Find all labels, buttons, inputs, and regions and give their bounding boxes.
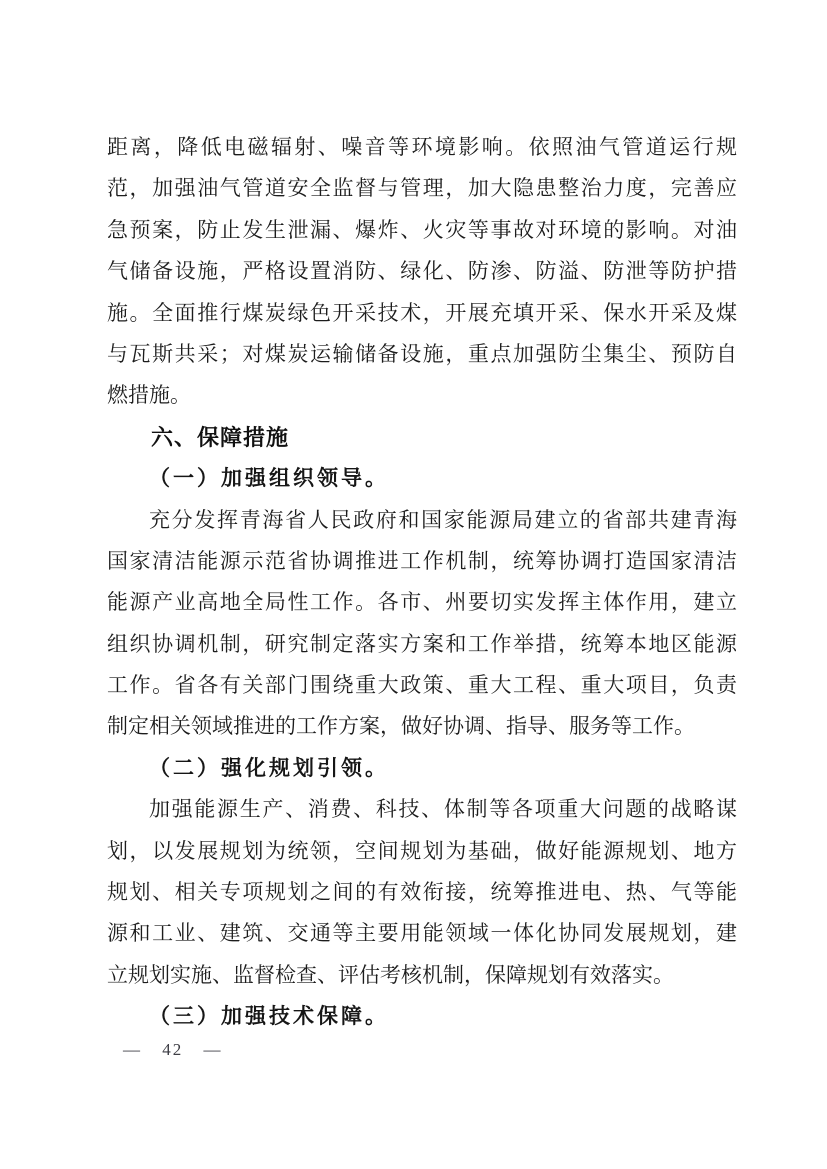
text-line: 能源产业高地全局性工作。各市、州要切实发挥主体作用，建立 [107, 590, 737, 615]
text-line: 源和工业、建筑、交通等主要用能领域一体化协同发展规划，建 [107, 921, 737, 946]
text-line: 范，加强油气管道安全监督与管理，加大隐患整治力度，完善应 [107, 176, 737, 201]
sub-heading: （一）加强组织领导。 [149, 466, 389, 491]
text-line: 划，以发展规划为统领，空间规划为基础，做好能源规划、地方 [107, 838, 737, 863]
text-line: 充分发挥青海省人民政府和国家能源局建立的省部共建青海 [149, 507, 737, 532]
text-line: 工作。省各有关部门围绕重大政策、重大工程、重大项目，负责 [107, 673, 737, 698]
text-line: 制定相关领域推进的工作方案，做好协调、指导、服务等工作。 [107, 714, 695, 739]
text-line: 规划、相关专项规划之间的有效衔接，统筹推进电、热、气等能 [107, 880, 737, 905]
sub-heading: （二）强化规划引领。 [149, 755, 389, 780]
text-line: 气储备设施，严格设置消防、绿化、防渗、防溢、防泄等防护措 [107, 259, 737, 284]
text-line: 急预案，防止发生泄漏、爆炸、火灾等事故对环境的影响。对油 [107, 217, 737, 242]
text-line: 施。全面推行煤炭绿色开采技术，开展充填开采、保水开采及煤 [107, 300, 737, 325]
sub-heading: （三）加强技术保障。 [149, 1004, 389, 1029]
page-number: — 42 — [123, 1040, 223, 1059]
text-line: 距离，降低电磁辐射、噪音等环境影响。依照油气管道运行规 [107, 135, 737, 159]
text-line: 燃措施。 [107, 383, 191, 408]
text-line: 国家清洁能源示范省协调推进工作机制，统筹协调打造国家清洁 [107, 548, 737, 573]
text-line: 组织协调机制，研究制定落实方案和工作举措，统筹本地区能源 [107, 631, 737, 656]
text-line: 加强能源生产、消费、科技、体制等各项重大问题的战略谋 [149, 797, 737, 822]
section-heading: 六、保障措施 [151, 424, 290, 450]
text-line: 与瓦斯共采；对煤炭运输储备设施，重点加强防尘集尘、预防自 [107, 341, 737, 366]
document-body [107, 127, 737, 1038]
text-line: 立规划实施、监督检查、评估考核机制，保障规划有效落实。 [107, 962, 674, 987]
